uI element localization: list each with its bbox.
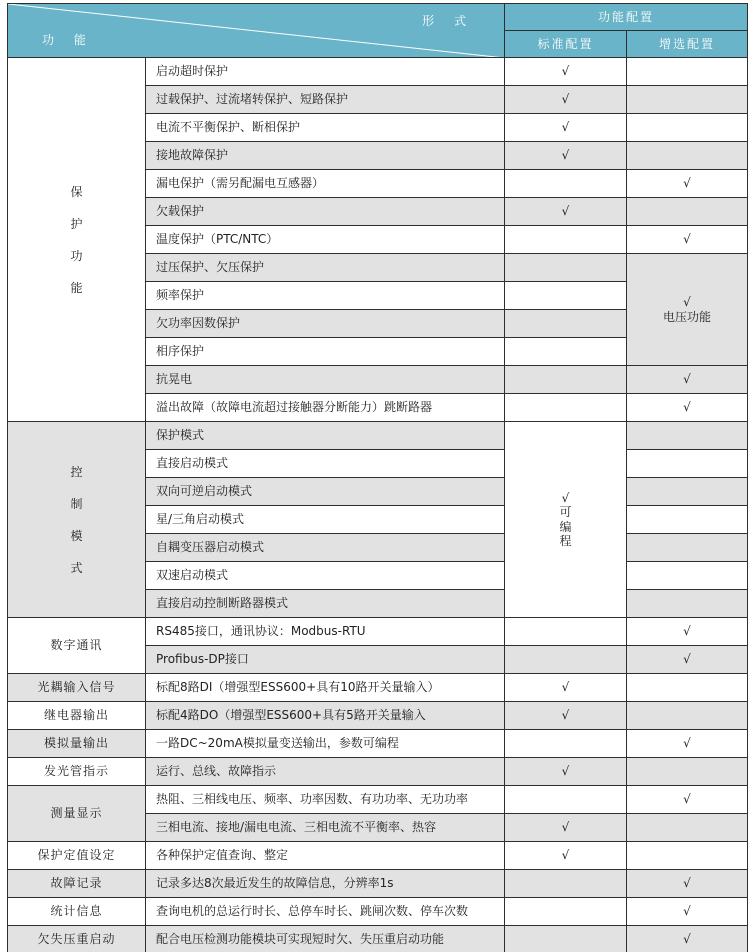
row-standard [505,646,627,674]
row-item: 接地故障保护 [146,142,505,170]
row-item: 查询电机的总运行时长、总停车时长、跳闸次数、停车次数 [146,898,505,926]
row-item: 双向可逆启动模式 [146,478,505,506]
function-config-table [7,3,748,952]
row-optional [627,590,748,618]
row-standard: √ [505,142,627,170]
row-optional [627,758,748,786]
row-standard [505,898,627,926]
group-setting: 保护定值设定 [8,842,146,870]
group-measure: 测量显示 [8,786,146,842]
row-item: 三相电流、接地/漏电电流、三相电流不平衡率、热容 [146,814,505,842]
row-standard [505,282,627,310]
row-standard: √ [505,114,627,142]
row-standard: √ [505,86,627,114]
row-item: 自耦变压器启动模式 [146,534,505,562]
group-protection-label: 保 护 功 能 [70,184,83,295]
row-optional [627,86,748,114]
row-optional [627,450,748,478]
row-optional [627,814,748,842]
row-optional [627,534,748,562]
row-optional: √ [627,646,748,674]
row-item: 保护模式 [146,422,505,450]
row-item: 过压保护、欠压保护 [146,254,505,282]
row-optional: √ [627,394,748,422]
row-item: 热阻、三相线电压、频率、功率因数、有功功率、无功功率 [146,786,505,814]
group-control [8,422,146,618]
row-item: 欠功率因数保护 [146,310,505,338]
group-comm: 数字通讯 [8,618,146,674]
row-optional [627,478,748,506]
row-standard: √ [505,58,627,86]
group-relay: 继电器输出 [8,702,146,730]
row-standard [505,786,627,814]
row-optional: √ [627,926,748,952]
row-standard: √ [505,758,627,786]
voltage-function-label: √ 电压功能 [663,295,712,324]
row-standard [505,254,627,282]
row-standard [505,226,627,254]
row-item: 记录多达8次最近发生的故障信息，分辨率1s [146,870,505,898]
row-standard: √ [505,842,627,870]
row-item: Profibus-DP接口 [146,646,505,674]
row-item: 标配4路DO（增强型ESS600+具有5路开关量输入 [146,702,505,730]
row-standard [505,870,627,898]
group-analog: 模拟量输出 [8,730,146,758]
header-standard-label: 标准配置 [505,31,627,58]
row-item: 频率保护 [146,282,505,310]
row-standard [505,170,627,198]
row-standard: √ [505,674,627,702]
row-standard [505,730,627,758]
programmable-label: √ 可 编 程 [559,490,572,548]
row-standard: √ [505,198,627,226]
row-optional [627,142,748,170]
row-optional [627,702,748,730]
row-optional [627,114,748,142]
header-diagonal-line [8,4,505,58]
programmable-cell [505,422,627,618]
row-item: 双速启动模式 [146,562,505,590]
row-item: 直接启动模式 [146,450,505,478]
row-optional [627,198,748,226]
row-item: 欠载保护 [146,198,505,226]
row-item: 各种保护定值查询、整定 [146,842,505,870]
row-optional [627,58,748,86]
row-optional: √ [627,898,748,926]
row-standard [505,926,627,952]
row-item: 电流不平衡保护、断相保护 [146,114,505,142]
group-protection [8,58,146,422]
row-standard: √ [505,814,627,842]
header-form-function-cell [8,4,505,58]
row-item: 配合电压检测功能模块可实现短时欠、失压重启动功能 [146,926,505,952]
row-standard [505,366,627,394]
row-optional: √ [627,786,748,814]
row-optional: √ [627,870,748,898]
row-optional: √ [627,226,748,254]
voltage-function-cell [627,254,748,366]
row-item: 星/三角启动模式 [146,506,505,534]
header-form-label: 形 式 [422,14,474,28]
row-item: 相序保护 [146,338,505,366]
row-optional: √ [627,618,748,646]
row-item: 运行、总线、故障指示 [146,758,505,786]
row-standard [505,338,627,366]
row-optional: √ [627,730,748,758]
row-optional: √ [627,366,748,394]
row-optional [627,562,748,590]
row-item: 抗晃电 [146,366,505,394]
group-fault: 故障记录 [8,870,146,898]
group-stats: 统计信息 [8,898,146,926]
row-item: 温度保护（PTC/NTC） [146,226,505,254]
row-item: 漏电保护（需另配漏电互感器） [146,170,505,198]
row-item: 直接启动控制断路器模式 [146,590,505,618]
row-item: 溢出故障（故障电流超过接触器分断能力）跳断路器 [146,394,505,422]
row-standard: √ [505,702,627,730]
row-item: 标配8路DI（增强型ESS600+具有10路开关量输入） [146,674,505,702]
header-config-label: 功能配置 [505,4,748,31]
group-led: 发光管指示 [8,758,146,786]
row-optional [627,842,748,870]
row-optional [627,674,748,702]
row-standard [505,394,627,422]
row-item: RS485接口，通讯协议：Modbus-RTU [146,618,505,646]
group-restart: 欠失压重启动 [8,926,146,952]
group-control-label: 控 制 模 式 [70,464,83,575]
row-optional: √ [627,170,748,198]
row-standard [505,310,627,338]
header-optional-label: 增选配置 [627,31,748,58]
row-optional [627,422,748,450]
row-optional [627,506,748,534]
row-item: 过载保护、过流堵转保护、短路保护 [146,86,505,114]
group-opto: 光耦输入信号 [8,674,146,702]
header-function-label: 功 能 [42,32,94,47]
row-standard [505,618,627,646]
row-item: 启动超时保护 [146,58,505,86]
row-item: 一路DC~20mA模拟量变送输出，参数可编程 [146,730,505,758]
